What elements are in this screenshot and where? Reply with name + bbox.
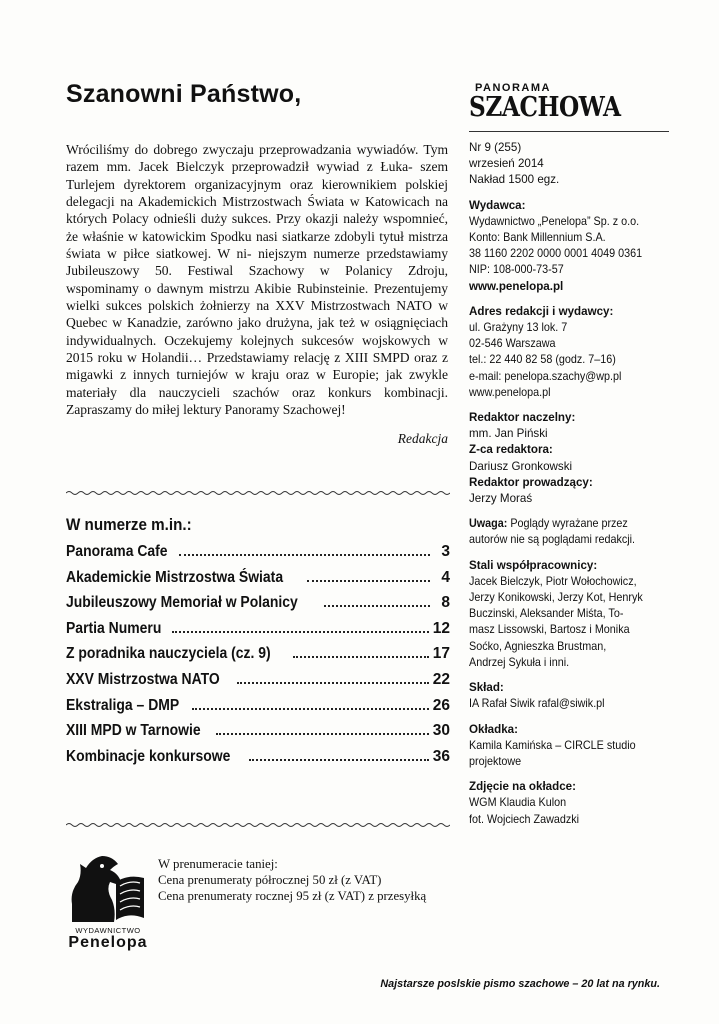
toc-item xyxy=(66,722,450,748)
subscription-line: Cena prenumeraty rocznej 95 zł (z VAT) z przesyłką xyxy=(158,888,427,903)
cover-line: projektowe xyxy=(469,754,522,768)
toc-item xyxy=(66,543,450,569)
editorial-line: Katowicach na których Polacy odnieśli duży sukces. Przy okazji xyxy=(66,194,448,227)
typesetting-section xyxy=(469,680,679,712)
photo-section xyxy=(469,779,679,828)
toc-item-page: 8 xyxy=(441,594,450,612)
toc-item xyxy=(66,620,450,646)
logo-caption xyxy=(60,926,156,951)
toc-leader-dots xyxy=(172,631,429,633)
toc-item-page: 30 xyxy=(432,722,450,740)
issue-date: wrzesień 2014 xyxy=(469,157,544,171)
publisher-section xyxy=(469,198,679,295)
typesetting-line: IA Rafał Siwik rafal@siwik.pl xyxy=(469,697,605,711)
toc-item-page: 4 xyxy=(441,568,450,586)
editorial-line: w Holandii… Przedstawiamy relację z XIII SMPD oraz z migawki xyxy=(66,350,448,383)
editorial-line: Szachowy w Polanicy Zdroju, wspominamy o dawnym mistrzu xyxy=(66,263,448,296)
address-line: 02-546 Warszawa xyxy=(469,337,556,351)
toc-leader-dots xyxy=(192,708,429,710)
note-line xyxy=(469,516,664,532)
subscription-line: Cena prenumeraty półrocznej 50 zł (z VAT) xyxy=(158,872,382,887)
toc-leader-dots xyxy=(324,605,430,607)
wavy-divider-bottom xyxy=(66,821,450,829)
toc-item xyxy=(66,594,450,620)
publisher-line: Konto: Bank Millennium S.A. xyxy=(469,231,606,245)
editors-section xyxy=(469,410,679,507)
deputy-editor: Dariusz Gronkowski xyxy=(469,459,573,473)
cover-section xyxy=(469,722,679,771)
toc-item-label: Jubileuszowy Memoriał w Polanicy xyxy=(66,594,298,612)
note-heading: Uwaga: xyxy=(469,517,508,531)
note-line-2: autorów nie są poglądami redakcji. xyxy=(469,533,636,547)
editorial-line: Oczekujemy kolejnych sukcesów wojskowych w 2015 roku xyxy=(66,332,448,366)
logo-brand-text: Penelopa xyxy=(68,934,148,951)
address-heading: Adres redakcji i wydawcy: xyxy=(469,304,614,318)
photo-heading: Zdjęcie na okładce: xyxy=(469,780,576,794)
wavy-divider-top xyxy=(66,489,450,497)
note-text: Poglądy wyrażane przez xyxy=(507,517,628,531)
chief-editor: mm. Jan Piński xyxy=(469,427,548,441)
toc-leader-dots xyxy=(179,554,430,556)
table-of-contents xyxy=(66,516,450,773)
toc-item xyxy=(66,748,450,774)
editorial-line: Wróciliśmy do dobrego zwyczaju przeprowadzania wywiadów. xyxy=(66,142,419,157)
managing-editor: Jerzy Moraś xyxy=(469,492,533,506)
toc-item xyxy=(66,697,450,723)
toc-item xyxy=(66,645,450,671)
deputy-editor-heading: Z-ca redaktora: xyxy=(469,443,553,457)
editorial-line: z innych turniejów w kraju oraz w Europie; jak zwykle materiały xyxy=(66,367,448,400)
masthead-rule xyxy=(469,131,669,132)
editorial-line: zarówno jako drużyna, jak też w osiągnięciach indywidualnych. xyxy=(66,315,448,348)
toc-leader-dots xyxy=(216,733,429,735)
address-line: e-mail: penelopa.szachy@wp.pl xyxy=(469,369,622,383)
editorial-column xyxy=(66,80,448,447)
toc-item-label: Akademickie Mistrzostwa Świata xyxy=(66,568,284,586)
toc-leader-dots xyxy=(307,580,430,582)
toc-list xyxy=(66,543,450,773)
toc-item-page: 26 xyxy=(432,696,450,714)
toc-leader-dots xyxy=(237,682,429,684)
contributors-line: Jacek Bielczyk, Piotr Wołochowicz, xyxy=(469,574,637,588)
contributors-line: Soćko, Agnieszka Brustman, xyxy=(469,639,607,653)
publisher-line: NIP: 108-000-73-57 xyxy=(469,263,564,277)
cover-line: Kamila Kamińska – CIRCLE studio xyxy=(469,738,636,752)
editorial-line: szem Turlejem dyrektorem organizacyjnym oraz kierownikiem xyxy=(66,159,448,192)
toc-item-page: 17 xyxy=(432,645,450,663)
address-line: ul. Grażyny 13 lok. 7 xyxy=(469,321,568,335)
logo-small-text: WYDAWNICTWO xyxy=(75,926,141,935)
publisher-website: www.penelopa.pl xyxy=(469,279,564,293)
photo-line: WGM Klaudia Kulon xyxy=(469,796,567,810)
toc-item-label: XXV Mistrzostwa NATO xyxy=(66,670,220,688)
editorial-line: żołnierzy na XXV Mistrzostwach NATO w Quebec w Kanadzie, xyxy=(66,298,448,331)
knight-book-logo-icon xyxy=(66,852,148,926)
publisher-line: 38 1160 2202 0000 0001 4049 0361 xyxy=(469,247,643,261)
toc-title: W numerze m.in.: xyxy=(66,516,192,534)
toc-item xyxy=(66,671,450,697)
imprint-column xyxy=(469,82,679,828)
editorial-line: Akibie Rubinsteinie. Prezentujemy wielki sukces polskich xyxy=(66,280,448,314)
subscription-line: W prenumeracie taniej: xyxy=(158,857,278,871)
masthead-title: SZACHOWA xyxy=(469,92,621,123)
publisher-line: Wydawnictwo „Penelopa” Sp. z o.o. xyxy=(469,214,640,228)
contributors-section xyxy=(469,558,679,671)
toc-item-page: 22 xyxy=(432,670,450,688)
contributors-line: Buczinski, Aleksander Miśta, To- xyxy=(469,607,624,621)
footer-tagline: Najstarsze poslskie pismo szachowe – 20 lat na rynku. xyxy=(380,978,660,990)
chief-editor-heading: Redaktor naczelny: xyxy=(469,411,576,425)
toc-item-label: Ekstraliga – DMP xyxy=(66,696,180,714)
editorial-line: Tym razem mm. Jacek Bielczyk przeprowadził wywiad z Łuka- xyxy=(66,142,448,175)
address-line: tel.: 22 440 82 58 (godz. 7–16) xyxy=(469,353,616,367)
subscription-info xyxy=(158,857,458,904)
editorial-signature: Redakcja xyxy=(397,430,448,446)
toc-item-page: 12 xyxy=(432,619,450,637)
editorial-line: należy wspomnieć, że właśnie w katowickim Spodku nasi xyxy=(66,211,448,244)
toc-leader-dots xyxy=(293,656,428,658)
greeting-heading: Szanowni Państwo, xyxy=(66,80,302,108)
toc-item-label: Panorama Cafe xyxy=(66,543,168,560)
issue-info xyxy=(469,140,679,189)
issue-number: Nr 9 (255) xyxy=(469,141,522,154)
address-line: www.penelopa.pl xyxy=(469,385,551,399)
note-section xyxy=(469,516,679,548)
contributors-line: Jerzy Konikowski, Jerzy Kot, Henryk xyxy=(469,591,643,605)
toc-item xyxy=(66,569,450,595)
editorial-text xyxy=(66,141,448,419)
address-section xyxy=(469,304,679,401)
toc-item-page: 36 xyxy=(432,747,450,765)
publisher-heading: Wydawca: xyxy=(469,198,526,212)
issue-print-run: Nakład 1500 egz. xyxy=(469,173,560,187)
toc-item-label: Partia Numeru xyxy=(66,619,162,637)
toc-item-label: XIII MPD w Tarnowie xyxy=(66,722,201,740)
contributors-line: Andrzej Sykuła i inni. xyxy=(469,655,570,669)
masthead-small: PANORAMA xyxy=(475,82,551,94)
typesetting-heading: Skład: xyxy=(469,681,504,695)
editorial-line: do miłej lektury Panoramy Szachowej! xyxy=(135,402,346,418)
editorial-line: dla nauczycieli szachów oraz konkurs kombinacji. Zapraszamy xyxy=(66,384,448,418)
toc-leader-dots xyxy=(249,759,429,761)
editorial-line: siatkarze zdobyli tytuł mistrza świata w piłce siatkowej. W ni- xyxy=(66,228,448,262)
toc-item-label: Z poradnika nauczyciela (cz. 9) xyxy=(66,645,271,663)
editorial-line: niejszym numerze przedstawiamy Jubileuszowy 50. Festiwal xyxy=(66,246,448,279)
photo-line: fot. Wojciech Zawadzki xyxy=(469,812,580,826)
contributors-heading: Stali współpracownicy: xyxy=(469,558,598,572)
editorial-line: polskiej delegacji na Akademickich Mistrzostwach Świata w xyxy=(66,176,448,210)
cover-heading: Okładka: xyxy=(469,722,518,736)
toc-item-page: 3 xyxy=(441,543,450,560)
managing-editor-heading: Redaktor prowadzący: xyxy=(469,475,593,489)
toc-item-label: Kombinacje konkursowe xyxy=(66,747,231,765)
contributors-line: masz Lissowski, Bartosz i Monika xyxy=(469,623,630,637)
